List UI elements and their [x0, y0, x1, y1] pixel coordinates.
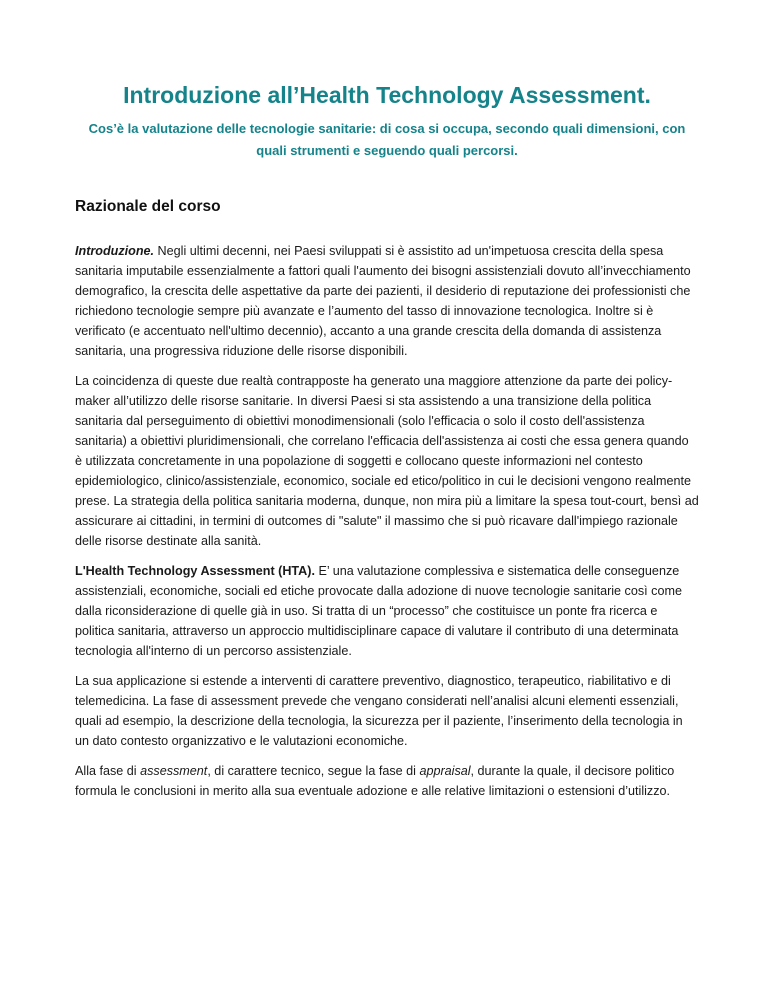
paragraph-appraisal	[75, 761, 699, 801]
document-page	[75, 80, 699, 811]
document-body	[75, 241, 699, 801]
assessment-term: assessment	[140, 764, 208, 778]
paragraph-text: Negli ultimi decenni, nei Paesi sviluppati si è assistito ad un'impetuosa crescita della spesa sanitaria imputabile essenzialmente a fattori quali l'aumento dei bisogni assistenziali dovuto all’invecchiamento demografico, la crescita delle aspettative da parte dei pazienti, il desiderio di reputazione dei professionisti che richiedono tecnologie sempre più avanzate e l’aumento del tasso di innovazione tecnologica. Inoltre si è verificato (e accentuato nell'ultimo decennio), accanto a una grande crescita della domanda di assistenza sanitaria, una progressiva riduzione delle risorse disponibili.	[75, 244, 691, 358]
paragraph-text: Alla fase di	[75, 764, 141, 778]
paragraph-lead: L'Health Technology Assessment (HTA).	[75, 564, 315, 578]
paragraph-application: La sua applicazione si estende a interventi di carattere preventivo, diagnostico, terapeutico, riabilitativo e di telemedicina. La fase di assessment prevede che vengano considerati nell’analisi alcuni elementi essenziali, quali ad esempio, la descrizione della tecnologia, la sicurezza per il paziente, l’inserimento della tecnologia in un dato contesto organizzativo e le valutazioni economiche.	[75, 674, 683, 748]
document-title: Introduzione all’Health Technology Assessment.	[123, 82, 651, 108]
paragraph-text: , durante la quale, il decisore politico formula le conclusioni in merito alla sua eventuale adozione e alle relative limitazioni o estensioni d’utilizzo.	[75, 764, 675, 798]
paragraph-text: , di carattere tecnico, segue la fase di	[207, 764, 420, 778]
appraisal-term: appraisal	[419, 764, 471, 778]
paragraph-introduzione	[75, 241, 699, 361]
paragraph-lead: Introduzione.	[75, 244, 155, 258]
paragraph-text: E’ una valutazione complessiva e sistematica delle conseguenze assistenziali, economiche, sociali ed etiche provocate dalla adozione di nuove tecnologie sanitarie così come dalla riconsiderazione di quelle già in uso. Si tratta di un “processo” che costituisce un ponte fra ricerca e politica sanitaria, attraverso un approccio multidisciplinare capace di valutare il contributo di una determinata tecnologia all'interno di un percorso assistenziale.	[75, 564, 682, 658]
paragraph-policy: La coincidenza di queste due realtà contrapposte ha generato una maggiore attenzione da parte dei policy-maker all’utilizzo delle risorse sanitarie. In diversi Paesi si sta assistendo a una transizione della politica sanitaria dal perseguimento di obiettivi monodimensionali (solo l'efficacia o solo il costo dell'assistenza sanitaria) a obiettivi pluridimensionali, che correlano l'efficacia dell'assistenza ai costi che essa genera quando è utilizzata concretamente in una popolazione di soggetti e collocano queste informazioni nel contesto epidemiologico, clinico/assistenziale, economico, sociale ed etico/politico in cui le decisioni vengono realmente prese. La strategia della politica sanitaria moderna, dunque, non mira più a limitare la spesa tout-court, bensì ad assicurare ai cittadini, in termini di outcomes di "salute" il massimo che si può ricavare dall'impiego razionale delle risorse destinate alla sanità.	[75, 374, 699, 548]
document-subtitle: Cos’è la valutazione delle tecnologie sanitarie: di cosa si occupa, secondo quali dimensioni, con quali strumenti e seguendo quali percorsi.	[88, 121, 686, 158]
section-heading: Razionale del corso	[75, 198, 221, 215]
paragraph-hta-definition	[75, 561, 699, 661]
